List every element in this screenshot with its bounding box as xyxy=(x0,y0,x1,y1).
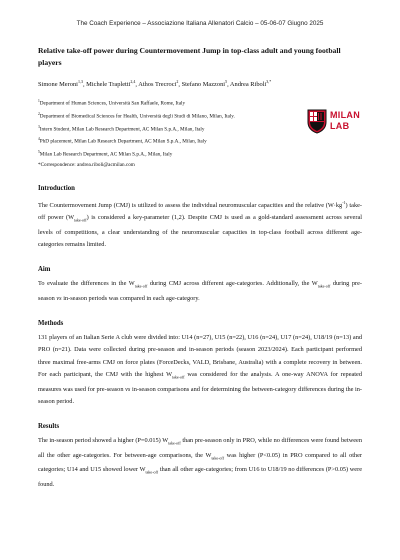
correspondence-line: *Correspondence: andrea.riboli@acmilan.com xyxy=(38,161,135,168)
section-heading-methods: Methods xyxy=(38,320,64,328)
author-superscript: 5 xyxy=(225,79,228,84)
milan-lab-logo xyxy=(306,108,366,148)
affiliation-line: $^3$Intern Student, Milan Lab Research Department, AC Milan S.p.A., Milan, Italy xyxy=(38,124,205,133)
author-superscript: 2 xyxy=(176,79,179,84)
section-heading-results: Results xyxy=(38,423,60,431)
affiliation-line: $^2$Department of Biomedical Sciences for Health, Università degli Studi di Milano, Milan, Italy. xyxy=(38,111,235,120)
author-name: Andrea Riboli xyxy=(229,81,267,89)
author-name: Michele Trapletti xyxy=(86,81,131,89)
paper-content xyxy=(38,45,362,491)
affiliations-block xyxy=(38,96,362,170)
affiliation-line: $^5$Milan Lab Research Department, AC Milan S.p.A., Milan, Italy xyxy=(38,150,173,158)
author-superscript: 1,3 xyxy=(77,79,83,84)
paper-title: Relative take-off power during Countermovement Jump in top-class adult and young football players xyxy=(38,46,341,67)
affiliation-line: $^4$PhD placement, Milan Lab Research Department, AC Milan S.p.A., Milan, Italy xyxy=(38,137,207,146)
affiliation-line: $^1$Department of Human Sciences, Università San Raffaele, Rome, Italy xyxy=(38,99,186,107)
aim-paragraph: To evaluate the differences in the $W_{take-off}$ during CMJ across different age-categories. Additionally, the $W_{take-off}$ during pre-season vs in-season periods was compared in each age-category. xyxy=(38,280,362,302)
author-name: Stefano Mazzoni xyxy=(181,81,226,89)
page-header: The Coach Experience – Associazione Italiana Allenatori Calcio – 05-06-07 Giugno 2025 xyxy=(76,20,324,27)
section-heading-introduction: Introduction xyxy=(38,184,75,192)
methods-paragraph: 131 players of an Italian Serie A club were divided into: U14 (n=27), U15 (n=22), U16 (n=24), U17 (n=24), U18/19 (n=13) and PRO (n=21). Data were collected during pre-season and in-season periods (season 2023/2024). Each participant performed three maximal free-arms CMJ on force plates (ForceDecks, VALD, Brisbane, Australia) with a complete recovery in between. For each participant, the CMJ with the highest $W_{take-off}$ was considered for the analysis. A one-way ANOVA for repeated measures was used for pre-season vs in-season comparisons and for determining the between-category differences during the in-season period. xyxy=(38,334,363,405)
author-list: Simone Meroni$^{1,3}$, Michele Trapletti$^{2,4}$, Athos Trecroci$^2$, Stefano Mazzoni$^5$, Andrea Riboli$^{3,*}$ xyxy=(38,79,272,89)
author-name: Simone Meroni xyxy=(38,81,78,89)
introduction-paragraph: The Countermovement Jump (CMJ) is utilized to assess the individual neuromuscular capacities and the relative $(W\cdot kg^{-1})$ take-off power $(W_{take-off})$ is considered a key-parameter (1,2). Despite CMJ is used as a gold-standard assessment across several levels of competitions, a clear understanding of the neuromuscular capacities in top-class football across different age-categories remains limited. xyxy=(38,199,362,249)
author-superscript: 3,* xyxy=(266,79,272,84)
author-superscript: 2,4 xyxy=(130,79,136,84)
results-paragraph: The in-season period showed a higher (P=0.015) $W_{take-off}$ than pre-season only in PRO, while no differences were found between all the other age-categories. For between-age comparisons, the $W_{take-off}$ was higher (P<0.05) in PRO compared to all other categories; U14 and U15 showed lower $W_{take-off}$ than all other age-categories; from U16 to U18/19 no differences (P>0.05) were found. xyxy=(38,437,363,488)
section-heading-aim: Aim xyxy=(38,266,51,274)
ac-milan-badge-icon xyxy=(306,108,328,134)
milan-lab-wordmark: MILAN LAB xyxy=(330,110,360,132)
author-name: Athos Trecroci xyxy=(138,81,177,89)
